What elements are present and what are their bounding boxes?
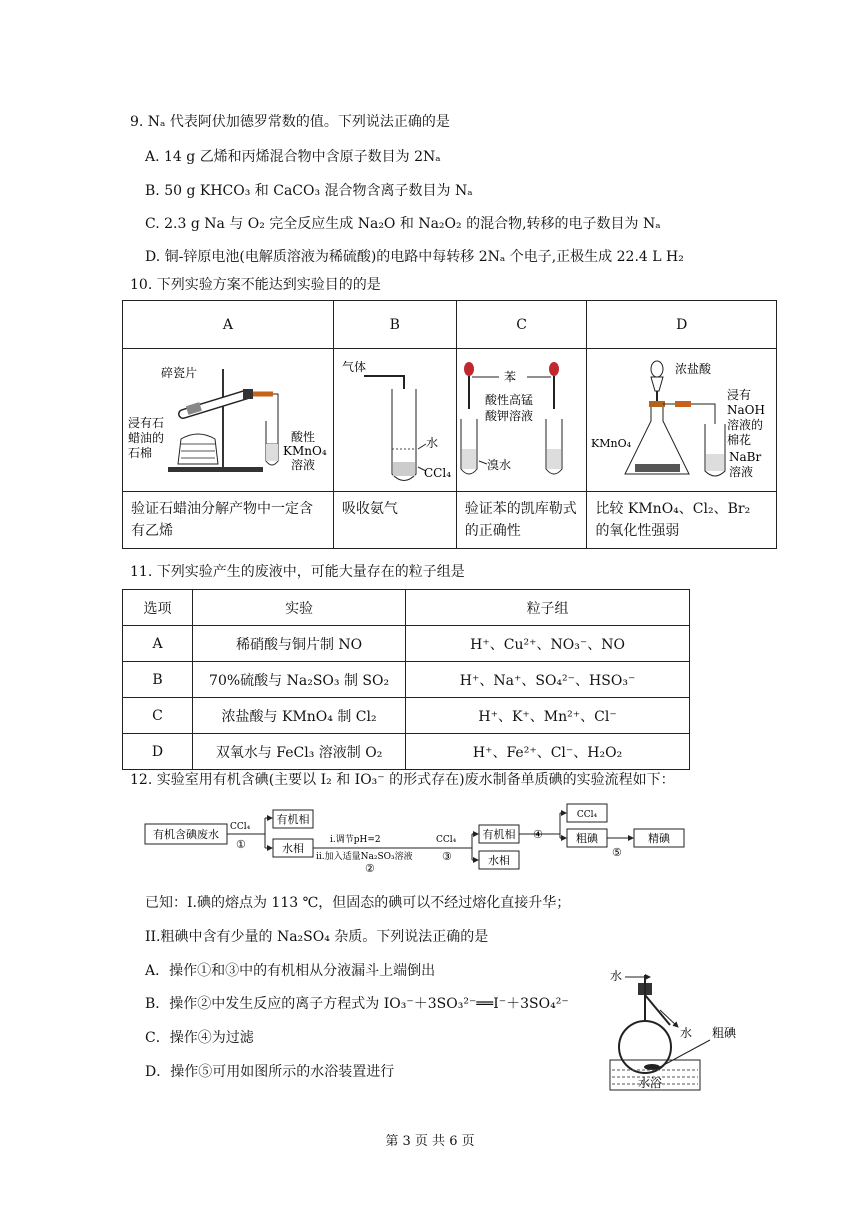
- label-solution: 溶液: [291, 458, 316, 472]
- flow-step2-b: ii.加入适量Na₂SO₃溶液: [316, 852, 413, 862]
- q9-option-d: D. 铜-锌原电池(电解质溶液为稀硫酸)的电路中每转移 2Nₐ 个电子,正极生成 22.4 L H₂: [145, 249, 684, 265]
- label-water: 水: [425, 436, 438, 450]
- q9-option-b: B. 50 g KHCO₃ 和 CaCO₃ 混合物含离子数目为 Nₐ: [145, 183, 473, 199]
- q10-table: [122, 300, 777, 549]
- q10-stem: 10. 下列实验方案不能达到实验目的的是: [130, 277, 381, 293]
- q11-cell: D: [123, 734, 193, 770]
- flow-step-3: ③: [442, 850, 452, 863]
- gas-absorption-figure: [334, 349, 456, 489]
- q11-cell: A: [123, 626, 193, 662]
- flow-organic-2: 有机相: [482, 828, 516, 841]
- q10-figure-d: [587, 349, 777, 492]
- flow-water-1: 水相: [282, 842, 304, 855]
- q10-header-c: C: [456, 301, 587, 349]
- process-flow-diagram: [140, 800, 700, 880]
- q11-cell: H⁺、Fe²⁺、Cl⁻、H₂O₂: [406, 734, 690, 770]
- label-kmno4-d: KMnO₄: [591, 437, 632, 450]
- q10-desc-c: 验证苯的凯库勒式的正确性: [456, 492, 587, 549]
- q11-cell: H⁺、Cu²⁺、NO₃⁻、NO: [406, 626, 690, 662]
- q9-option-a: A. 14 g 乙烯和丙烯混合物中含原子数目为 2Nₐ: [145, 149, 441, 165]
- label-water-out: 水: [680, 1026, 693, 1040]
- page-footer: 第 3 页 共 6 页: [385, 1134, 475, 1149]
- q12-known-2: II.粗碘中含有少量的 Na₂SO₄ 杂质。下列说法正确的是: [145, 929, 489, 945]
- flow-ccl4-3: CCl₄: [576, 810, 598, 820]
- table-row: [123, 698, 690, 734]
- label-gas: 气体: [341, 360, 366, 374]
- q11-cell: 稀硝酸与铜片制 NO: [193, 626, 406, 662]
- label-water-in: 水: [610, 969, 623, 983]
- q12-stem: 12. 实验室用有机含碘(主要以 I₂ 和 IO₃⁻ 的形式存在)废水制备单质碘的实验流程如下：: [130, 772, 675, 788]
- flow-pure-iodine: 精碘: [648, 832, 670, 845]
- q12-option-b: B．操作②中发生反应的离子方程式为 IO₃⁻＋3SO₃²⁻══I⁻＋3SO₄²⁻: [145, 996, 569, 1012]
- q11-header-particles: 粒子组: [406, 590, 690, 626]
- label-kmno4-2: 酸钾溶液: [484, 409, 533, 423]
- label-asbestos-2: 蜡油的: [128, 431, 165, 445]
- q10-desc-a: 验证石蜡油分解产物中一定含有乙烯: [123, 492, 334, 549]
- q10-figure-c: [456, 349, 587, 492]
- flow-crude-iodine: 粗碘: [576, 832, 598, 845]
- label-kmno4: KMnO₄: [283, 444, 327, 458]
- q10-desc-d: 比较 KMnO₄、Cl₂、Br₂ 的氧化性强弱: [587, 492, 777, 549]
- label-bromine-water: 溴水: [486, 458, 511, 472]
- oxidation-compare-figure: [587, 349, 776, 489]
- q12-option-d: D．操作⑤可用如图所示的水浴装置进行: [145, 1064, 395, 1080]
- q9-option-c: C. 2.3 g Na 与 O₂ 完全反应生成 Na₂O 和 Na₂O₂ 的混合物,转移的电子数目为 Nₐ: [145, 216, 661, 232]
- q11-cell: H⁺、Na⁺、SO₄²⁻、HSO₃⁻: [406, 662, 690, 698]
- q10-header-d: D: [587, 301, 777, 349]
- q11-table: [122, 589, 690, 770]
- q11-cell: 浓盐酸与 KMnO₄ 制 Cl₂: [193, 698, 406, 734]
- cracking-apparatus-figure: [123, 349, 335, 489]
- label-asbestos-3: 石棉: [128, 446, 153, 460]
- label-naoh-1: 浸有: [727, 388, 752, 402]
- q11-header-experiment: 实验: [193, 590, 406, 626]
- flow-waste: 有机含碘废水: [153, 828, 219, 841]
- label-asbestos-1: 浸有石: [128, 416, 165, 430]
- label-benzene: 苯: [503, 370, 516, 384]
- label-kmno4-1: 酸性高锰: [484, 393, 533, 407]
- q11-cell: B: [123, 662, 193, 698]
- q12-option-a: A．操作①和③中的有机相从分液漏斗上端倒出: [145, 963, 436, 979]
- label-water-bath: 水浴: [638, 1076, 663, 1090]
- table-row: [123, 734, 690, 770]
- q10-figure-b: [333, 349, 456, 492]
- q10-figure-a: [123, 349, 334, 492]
- q11-cell: H⁺、K⁺、Mn²⁺、Cl⁻: [406, 698, 690, 734]
- flow-step-4: ④: [533, 828, 543, 841]
- flow-water-2: 水相: [488, 854, 510, 867]
- water-bath-sublimation-figure: [600, 965, 770, 1095]
- q11-cell: 双氧水与 FeCl₃ 溶液制 O₂: [193, 734, 406, 770]
- flow-ccl4-1: CCl₄: [230, 822, 251, 832]
- flow-step-2: ②: [365, 862, 375, 875]
- q11-cell: 70%硫酸与 Na₂SO₃ 制 SO₂: [193, 662, 406, 698]
- label-acid: 酸性: [291, 430, 316, 444]
- q11-cell: C: [123, 698, 193, 734]
- label-nabr-1: NaBr: [729, 450, 762, 464]
- q10-header-b: B: [333, 301, 456, 349]
- q11-stem: 11. 下列实验产生的废液中，可能大量存在的粒子组是: [130, 564, 465, 580]
- label-conc-hcl: 浓盐酸: [675, 362, 712, 376]
- q11-header-option: 选项: [123, 590, 193, 626]
- q9-stem: 9. Nₐ 代表阿伏加德罗常数的值。下列说法正确的是: [130, 114, 450, 130]
- flow-organic-1: 有机相: [276, 813, 310, 826]
- q10-desc-b: 吸收氨气: [333, 492, 456, 549]
- benzene-test-figure: [457, 349, 587, 489]
- flow-step2-a: i.调节pH=2: [330, 835, 381, 845]
- q12-option-c: C．操作④为过滤: [145, 1030, 254, 1046]
- flow-step-1: ①: [236, 838, 246, 851]
- flow-step-5: ⑤: [612, 846, 622, 859]
- label-nabr-2: 溶液: [729, 465, 754, 479]
- flow-ccl4-2: CCl₄: [436, 835, 457, 845]
- table-row: [123, 662, 690, 698]
- label-ccl4: CCl₄: [423, 466, 451, 480]
- label-naoh-4: 棉花: [727, 433, 752, 447]
- label-crude-iodine: 粗碘: [712, 1026, 737, 1040]
- label-naoh-2: NaOH: [727, 403, 766, 417]
- q12-known-1: 已知：I.碘的熔点为 113 ℃，但固态的碘可以不经过熔化直接升华；: [145, 895, 571, 911]
- table-row: [123, 626, 690, 662]
- label-naoh-3: 溶液的: [727, 418, 764, 432]
- label-porcelain: 碎瓷片: [161, 366, 198, 380]
- q10-header-a: A: [123, 301, 334, 349]
